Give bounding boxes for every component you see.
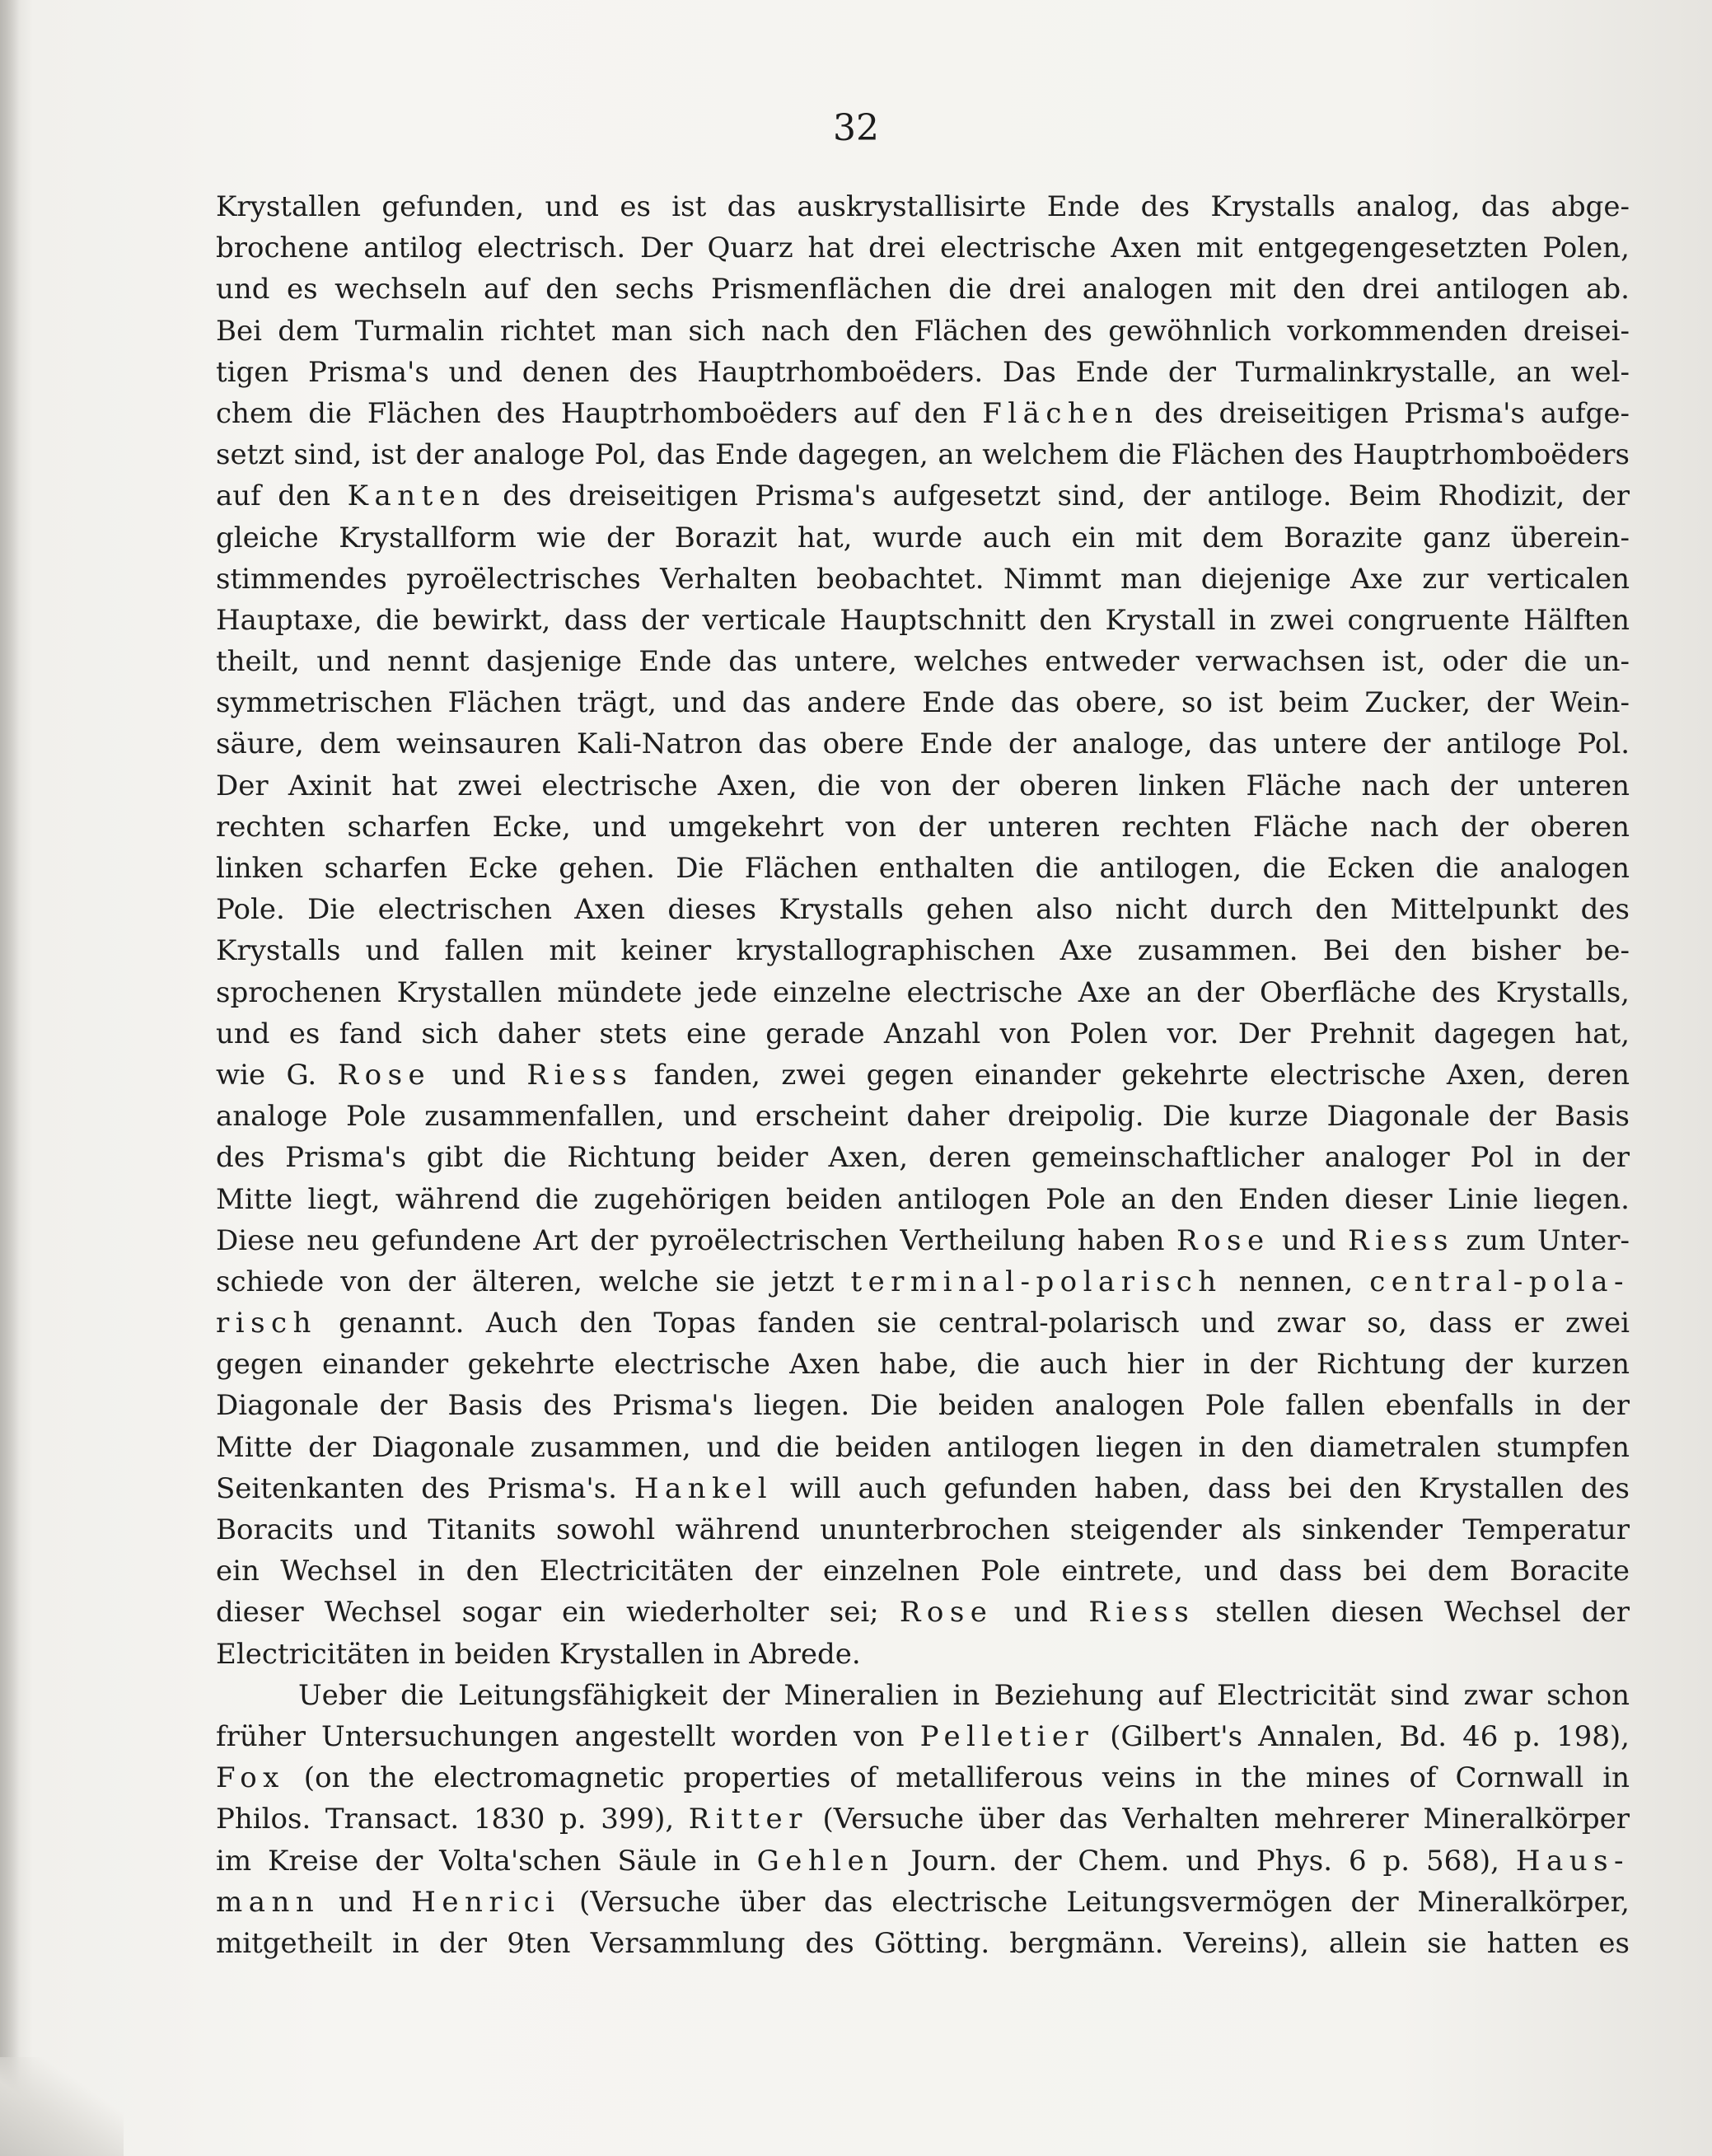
text-run: zum Unter- <box>1453 1223 1630 1257</box>
body-text <box>216 186 1630 1964</box>
spaced-name: Riess <box>1348 1223 1454 1257</box>
text-line <box>216 641 1630 682</box>
spaced-name: Riess <box>526 1058 634 1092</box>
spaced-name: Kanten <box>347 479 486 513</box>
text-run: Krystallen gefunden, und es ist das auskrystallisirte Ende des Krystalls analog, das abge- <box>216 190 1630 223</box>
text-line <box>216 682 1630 723</box>
spaced-name: Pelletier <box>919 1719 1095 1753</box>
text-run: linken scharfen Ecke gehen. Die Flächen enthalten die antilogen, die Ecken die analogen <box>216 852 1630 885</box>
text-run: Seitenkanten des Prisma's. <box>216 1471 634 1505</box>
text-run: ein Wechsel in den Electricitäten der einzelnen Pole eintrete, und dass bei dem Boracite <box>216 1555 1630 1588</box>
text-line <box>216 1055 1630 1096</box>
text-line <box>216 186 1630 227</box>
text-run: früher Untersuchungen angestellt worden von <box>216 1719 920 1753</box>
text-run: und <box>993 1596 1089 1630</box>
text-run: Boracits und Titanits sowohl während ununterbrochen steigender als sinkender Temperatur <box>216 1513 1630 1546</box>
text-run: und <box>1270 1223 1349 1257</box>
text-line <box>216 269 1630 310</box>
text-line <box>216 1757 1630 1798</box>
spaced-name: Flächen <box>982 396 1139 430</box>
text-run: Mitte der Diagonale zusammen, und die beiden antilogen liegen in den diametralen stumpfen <box>216 1430 1630 1464</box>
text-run: Electricitäten in beiden Krystallen in Abrede. <box>216 1637 861 1671</box>
text-line <box>216 1427 1630 1468</box>
text-run: gegen einander gekehrte electrische Axen habe, die auch hier in der Richtung der kurzen <box>216 1348 1630 1382</box>
text-line <box>216 1220 1630 1261</box>
text-line <box>216 765 1630 807</box>
text-run: gleiche Krystallform wie der Borazit hat, wurde auch ein mit dem Borazite ganz überein- <box>216 521 1630 554</box>
text-line <box>216 1675 1630 1716</box>
text-run: fanden, zwei gegen einander gekehrte electrische Axen, deren <box>633 1058 1630 1092</box>
text-line <box>216 1923 1630 1964</box>
spaced-name: Rose <box>337 1058 432 1092</box>
text-line <box>216 475 1630 517</box>
text-run: schiede von der älteren, welche sie jetzt <box>216 1265 851 1298</box>
text-run: sprochenen Krystallen mündete jede einzelne electrische Axe an der Oberfläche des Krystalls, <box>216 975 1630 1009</box>
text-run: mitgetheilt in der 9ten Versammlung des Götting. bergmänn. Vereins), allein sie hatten es <box>216 1926 1630 1960</box>
text-run: Hauptaxe, die bewirkt, dass der verticale Hauptschnitt den Krystall in zwei congruente Hälften <box>216 603 1630 637</box>
spaced-name: Fox <box>216 1761 285 1795</box>
text-line <box>216 1882 1630 1923</box>
text-run: Journ. der Chem. und Phys. 6 p. 568), <box>894 1844 1516 1878</box>
text-line <box>216 723 1630 765</box>
binding-shadow <box>0 0 20 2156</box>
page-corner-wear <box>0 2057 124 2156</box>
spaced-name: mann <box>216 1885 320 1919</box>
text-run: und es fand sich daher stets eine gerade Anzahl von Polen vor. Der Prehnit dagegen hat, <box>216 1017 1630 1050</box>
text-line <box>216 600 1630 641</box>
text-run: nennen, <box>1222 1265 1370 1298</box>
text-run: des dreiseitigen Prisma's aufge- <box>1139 396 1630 430</box>
text-line <box>216 1013 1630 1055</box>
text-line <box>216 807 1630 848</box>
text-run: analoge Pole zusammenfallen, und erscheint daher dreipolig. Die kurze Diagonale der Basis <box>216 1100 1630 1134</box>
spaced-name: Riess <box>1088 1596 1195 1630</box>
text-run: (Versuche über das electrische Leitungsvermögen der Mineralkörper, <box>560 1885 1630 1919</box>
text-line <box>216 1261 1630 1302</box>
text-line <box>216 1344 1630 1385</box>
text-line <box>216 930 1630 971</box>
text-line <box>216 1634 1630 1675</box>
text-line <box>216 1716 1630 1757</box>
text-line <box>216 1137 1630 1178</box>
text-run: will auch gefunden haben, dass bei den Krystallen des <box>773 1471 1630 1505</box>
text-run: auf den <box>216 479 348 513</box>
text-run: tigen Prisma's und denen des Hauptrhomboëders. Das Ende der Turmalinkrystalle, an wel- <box>216 355 1630 389</box>
spaced-name: Rose <box>899 1596 994 1630</box>
text-run: wie G. <box>216 1058 338 1092</box>
text-run: des dreiseitigen Prisma's aufgesetzt sind, der antiloge. Beim Rhodizit, der <box>485 479 1630 513</box>
text-line <box>216 434 1630 475</box>
text-run: und es wechseln auf den sechs Prismenflächen die drei analogen mit den drei antilogen ab. <box>216 273 1630 306</box>
text-line <box>216 559 1630 600</box>
text-run: Philos. Transact. 1830 p. 399), <box>216 1803 689 1836</box>
text-run: Mitte liegt, während die zugehörigen beiden antilogen Pole an den Enden dieser Linie liegen. <box>216 1182 1630 1216</box>
spaced-name: Haus- <box>1515 1844 1630 1878</box>
text-run: genannt. Auch den Topas fanden sie central-polarisch und zwar so, dass er zwei <box>316 1307 1630 1340</box>
text-run: brochene antilog electrisch. Der Quarz hat drei electrische Axen mit entgegengesetzten Polen, <box>216 232 1630 265</box>
text-line <box>216 352 1630 393</box>
spaced-name: terminal-polarisch <box>850 1265 1223 1298</box>
page-number: 32 <box>833 107 879 149</box>
text-run: und <box>320 1885 412 1919</box>
spaced-name: Ritter <box>688 1803 808 1836</box>
spaced-name: Henrici <box>411 1885 561 1919</box>
spaced-name: risch <box>216 1307 317 1340</box>
text-line <box>216 311 1630 352</box>
text-run: Diagonale der Basis des Prisma's liegen. Die beiden analogen Pole fallen ebenfalls in der <box>216 1389 1630 1423</box>
text-line <box>216 1096 1630 1137</box>
text-run: theilt, und nennt dasjenige Ende das untere, welches entweder verwachsen ist, oder die un- <box>216 645 1630 679</box>
spaced-name: Hankel <box>634 1471 774 1505</box>
text-line <box>216 889 1630 930</box>
spaced-name: central-pola- <box>1369 1265 1630 1298</box>
text-line <box>216 972 1630 1013</box>
text-line <box>216 1179 1630 1220</box>
text-run: symmetrischen Flächen trägt, und das andere Ende das obere, so ist beim Zucker, der Wein- <box>216 686 1630 720</box>
text-run: (on the electromagnetic properties of metalliferous veins in the mines of Cornwall in <box>284 1761 1630 1795</box>
text-line <box>216 1468 1630 1509</box>
spaced-name: Gehlen <box>756 1844 895 1878</box>
text-line <box>216 1798 1630 1840</box>
text-run: Diese neu gefundene Art der pyroëlectrischen Vertheilung haben <box>216 1223 1176 1257</box>
text-run: (Versuche über das Verhalten mehrerer Mineralkörper <box>807 1803 1630 1836</box>
text-line <box>216 1840 1630 1882</box>
text-run: des Prisma's gibt die Richtung beider Axen, deren gemeinschaftlicher analoger Pol in der <box>216 1141 1630 1175</box>
text-line <box>216 393 1630 434</box>
text-line <box>216 1302 1630 1344</box>
text-line <box>216 1385 1630 1426</box>
text-line <box>216 1592 1630 1633</box>
text-run: säure, dem weinsauren Kali-Natron das obere Ende der analoge, das untere der antiloge Pol. <box>216 727 1630 761</box>
text-run: stellen diesen Wechsel der <box>1195 1596 1630 1630</box>
text-run: chem die Flächen des Hauptrhomboëders auf den <box>216 396 983 430</box>
text-run: rechten scharfen Ecke, und umgekehrt von der unteren rechten Fläche nach der oberen <box>216 810 1630 844</box>
text-run: setzt sind, ist der analoge Pol, das Ende dagegen, an welchem die Flächen des Hauptrhomboëders <box>216 438 1630 472</box>
text-run: (Gilbert's Annalen, Bd. 46 p. 198), <box>1094 1719 1630 1753</box>
text-run: Ueber die Leitungsfähigkeit der Mineralien in Beziehung auf Electricität sind zwar schon <box>298 1678 1630 1712</box>
text-line <box>216 517 1630 559</box>
text-run: Krystalls und fallen mit keiner krystallographischen Axe zusammen. Bei den bisher be- <box>216 934 1630 968</box>
text-run: stimmendes pyroëlectrisches Verhalten beobachtet. Nimmt man diejenige Axe zur verticalen <box>216 562 1630 596</box>
text-run: Bei dem Turmalin richtet man sich nach den Flächen des gewöhnlich vorkommenden dreisei- <box>216 314 1630 348</box>
text-line <box>216 227 1630 269</box>
text-run: dieser Wechsel sogar ein wiederholter sei; <box>216 1596 900 1630</box>
text-line <box>216 1550 1630 1592</box>
text-run: im Kreise der Volta'schen Säule in <box>216 1844 757 1878</box>
text-line <box>216 848 1630 889</box>
spaced-name: Rose <box>1176 1223 1270 1257</box>
text-run: Pole. Die electrischen Axen dieses Krystalls gehen also nicht durch den Mittelpunkt des <box>216 893 1630 927</box>
text-run: und <box>431 1058 527 1092</box>
text-run: Der Axinit hat zwei electrische Axen, die von der oberen linken Fläche nach der unteren <box>216 769 1630 802</box>
text-line <box>216 1509 1630 1550</box>
